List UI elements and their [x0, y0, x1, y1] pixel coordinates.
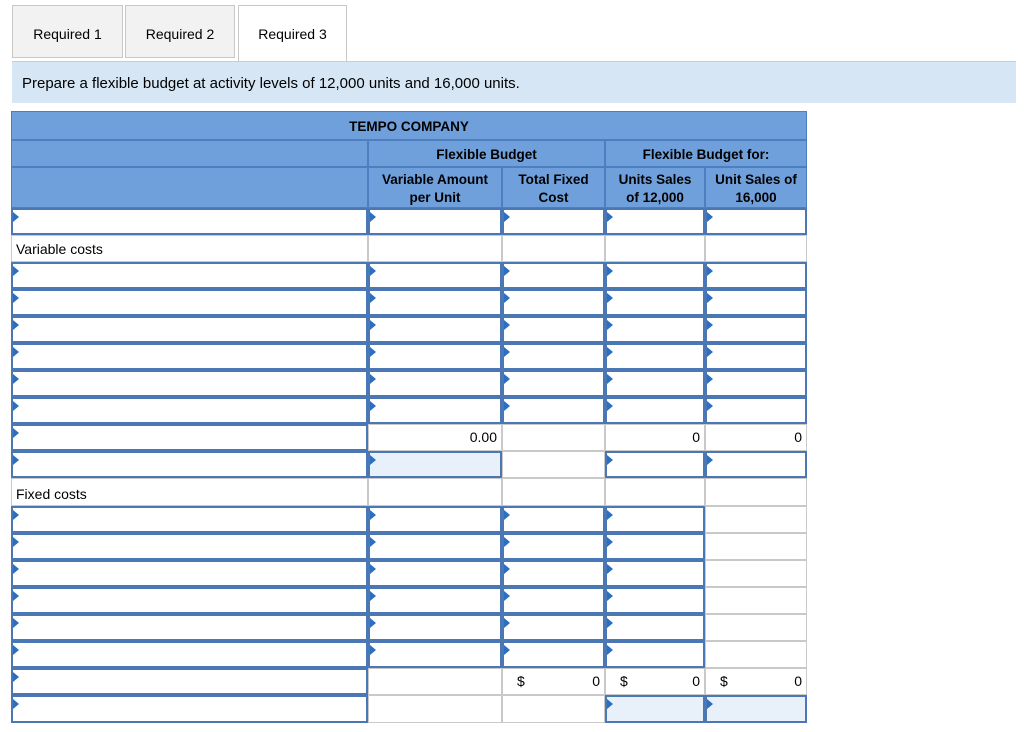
- dropdown-marker-icon: [607, 591, 613, 601]
- currency-symbol: $: [620, 673, 628, 689]
- budget-12000-input[interactable]: [605, 316, 705, 343]
- dropdown-marker-icon: [13, 293, 19, 303]
- dropdown-marker-icon: [13, 212, 19, 222]
- header-units-12000-line2: of 12,000: [626, 190, 684, 205]
- contribution-margin-label-input[interactable]: [11, 451, 368, 478]
- total-fixed-input[interactable]: [502, 533, 605, 560]
- header-units-12000-line1: Units Sales: [618, 172, 692, 187]
- table-row: [11, 451, 807, 478]
- header-blank-2: [11, 167, 368, 208]
- budget-16000-input[interactable]: [705, 397, 807, 424]
- variable-amount-input[interactable]: [368, 208, 502, 235]
- budget-12000-input[interactable]: [605, 506, 705, 533]
- dropdown-marker-icon: [504, 537, 510, 547]
- variable-amount-input[interactable]: [368, 370, 502, 397]
- fixed-total-12000-value: 0: [692, 673, 700, 689]
- budget-12000-input[interactable]: [605, 533, 705, 560]
- dropdown-marker-icon: [607, 537, 613, 547]
- fixed-total-16000-cell: [705, 668, 807, 695]
- empty-cell: [502, 695, 605, 723]
- budget-12000-input[interactable]: [605, 208, 705, 235]
- dropdown-marker-icon: [707, 401, 713, 411]
- dropdown-marker-icon: [370, 645, 376, 655]
- dropdown-marker-icon: [13, 645, 19, 655]
- table-row: [11, 533, 807, 560]
- empty-cell: [605, 478, 705, 506]
- variable-amount-input[interactable]: [368, 587, 502, 614]
- header-variable-amount: [368, 167, 502, 208]
- dropdown-marker-icon: [370, 266, 376, 276]
- empty-cell: [705, 235, 807, 262]
- variable-total-value: 0.00: [469, 429, 497, 445]
- fixed-total-label-input[interactable]: [11, 668, 368, 695]
- dropdown-marker-icon: [607, 618, 613, 628]
- dropdown-marker-icon: [504, 212, 510, 222]
- table-row: [11, 560, 807, 587]
- header-variable-amount-line2: per Unit: [409, 190, 461, 205]
- fixed-costs-label-cell: [11, 478, 368, 506]
- currency-symbol: $: [517, 673, 525, 689]
- budget-12000-input[interactable]: [605, 695, 705, 723]
- budget-12000-input[interactable]: [605, 343, 705, 370]
- budget-12000-input[interactable]: [605, 262, 705, 289]
- dropdown-marker-icon: [370, 510, 376, 520]
- table-row: [11, 316, 807, 343]
- total-fixed-input[interactable]: [502, 289, 605, 316]
- header-units-16000-line1: Unit Sales of: [715, 172, 797, 187]
- dropdown-marker-icon: [13, 401, 19, 411]
- header-total-fixed: [502, 167, 605, 208]
- total-fixed-input[interactable]: [502, 641, 605, 668]
- total-fixed-input[interactable]: [502, 587, 605, 614]
- dropdown-marker-icon: [607, 564, 613, 574]
- dropdown-marker-icon: [607, 293, 613, 303]
- header-units-12000: [605, 167, 705, 208]
- total-fixed-input[interactable]: [502, 343, 605, 370]
- budget-16000-input[interactable]: [705, 451, 807, 478]
- table-row: [11, 370, 807, 397]
- currency-symbol: $: [720, 673, 728, 689]
- budget-12000-var-total-cell: [605, 424, 705, 451]
- variable-amount-input[interactable]: [368, 641, 502, 668]
- dropdown-marker-icon: [13, 591, 19, 601]
- dropdown-marker-icon: [504, 510, 510, 520]
- dropdown-marker-icon: [504, 374, 510, 384]
- row-label-input[interactable]: [11, 208, 368, 235]
- empty-cell: [705, 506, 807, 533]
- dropdown-marker-icon: [13, 428, 19, 438]
- empty-cell: [605, 235, 705, 262]
- dropdown-marker-icon: [707, 293, 713, 303]
- table-row: [11, 343, 807, 370]
- budget-16000-var-total-cell: [705, 424, 807, 451]
- variable-total-label-input[interactable]: [11, 424, 368, 451]
- budget-12000-input[interactable]: [605, 397, 705, 424]
- dropdown-marker-icon: [707, 374, 713, 384]
- header-total-fixed-line1: Total Fixed: [518, 172, 589, 187]
- dropdown-marker-icon: [504, 645, 510, 655]
- variable-cost-name-input[interactable]: [11, 370, 368, 397]
- header-units-16000: [705, 167, 807, 208]
- table-row: [11, 668, 807, 695]
- dropdown-marker-icon: [370, 374, 376, 384]
- variable-amount-input[interactable]: [368, 397, 502, 424]
- variable-amount-input[interactable]: [368, 289, 502, 316]
- final-label-input[interactable]: [11, 695, 368, 723]
- dropdown-marker-icon: [504, 564, 510, 574]
- budget-16000-input[interactable]: [705, 695, 807, 723]
- empty-cell: [502, 451, 605, 478]
- empty-cell: [705, 560, 807, 587]
- dropdown-marker-icon: [370, 293, 376, 303]
- variable-costs-label: Variable costs: [16, 241, 103, 257]
- instruction-text: Prepare a flexible budget at activity levels of 12,000 units and 16,000 units.: [12, 61, 1016, 103]
- dropdown-marker-icon: [370, 564, 376, 574]
- variable-amount-input[interactable]: [368, 316, 502, 343]
- header-total-fixed-line2: Cost: [538, 190, 569, 205]
- budget-12000-input[interactable]: [605, 641, 705, 668]
- variable-amount-input[interactable]: [368, 506, 502, 533]
- dropdown-marker-icon: [13, 320, 19, 330]
- dropdown-marker-icon: [607, 699, 613, 709]
- variable-amount-input[interactable]: [368, 560, 502, 587]
- budget-12000-var-total: 0: [692, 429, 700, 445]
- dropdown-marker-icon: [607, 455, 613, 465]
- total-fixed-input[interactable]: [502, 208, 605, 235]
- dropdown-marker-icon: [607, 510, 613, 520]
- budget-16000-input[interactable]: [705, 262, 807, 289]
- budget-16000-input[interactable]: [705, 208, 807, 235]
- dropdown-marker-icon: [607, 645, 613, 655]
- variable-costs-label-cell: [11, 235, 368, 262]
- dropdown-marker-icon: [13, 618, 19, 628]
- variable-cost-name-input[interactable]: [11, 343, 368, 370]
- variable-total-cell: [368, 424, 502, 451]
- dropdown-marker-icon: [13, 537, 19, 547]
- total-fixed-input[interactable]: [502, 316, 605, 343]
- dropdown-marker-icon: [504, 320, 510, 330]
- dropdown-marker-icon: [370, 401, 376, 411]
- empty-cell: [705, 641, 807, 668]
- total-fixed-input[interactable]: [502, 262, 605, 289]
- empty-cell: [705, 587, 807, 614]
- header-units-16000-line2: 16,000: [735, 190, 777, 205]
- dropdown-marker-icon: [707, 347, 713, 357]
- tab-required-3[interactable]: Required 3: [238, 5, 347, 61]
- dropdown-marker-icon: [370, 591, 376, 601]
- fixed-total-16000-value: 0: [794, 673, 802, 689]
- total-fixed-input[interactable]: [502, 370, 605, 397]
- header-flexible-budget: Flexible Budget: [368, 140, 605, 167]
- table-row: [11, 695, 807, 723]
- variable-amount-input[interactable]: [368, 262, 502, 289]
- budget-12000-input[interactable]: [605, 614, 705, 641]
- budget-12000-input[interactable]: [605, 370, 705, 397]
- table-row: [11, 262, 807, 289]
- empty-cell: [705, 478, 807, 506]
- dropdown-marker-icon: [370, 212, 376, 222]
- fixed-total-cost-value: 0: [592, 673, 600, 689]
- budget-12000-input[interactable]: [605, 587, 705, 614]
- budget-16000-input[interactable]: [705, 316, 807, 343]
- dropdown-marker-icon: [607, 401, 613, 411]
- table-row: [11, 641, 807, 668]
- dropdown-marker-icon: [370, 618, 376, 628]
- total-fixed-input[interactable]: [502, 614, 605, 641]
- empty-cell: [705, 614, 807, 641]
- dropdown-marker-icon: [504, 347, 510, 357]
- dropdown-marker-icon: [13, 672, 19, 682]
- company-name: TEMPO COMPANY: [11, 111, 807, 140]
- variable-amount-input[interactable]: [368, 451, 502, 478]
- empty-cell: [368, 668, 502, 695]
- dropdown-marker-icon: [13, 510, 19, 520]
- variable-amount-input[interactable]: [368, 614, 502, 641]
- dropdown-marker-icon: [607, 347, 613, 357]
- dropdown-marker-icon: [504, 618, 510, 628]
- budget-16000-var-total: 0: [794, 429, 802, 445]
- dropdown-marker-icon: [370, 347, 376, 357]
- dropdown-marker-icon: [707, 455, 713, 465]
- empty-cell: [502, 478, 605, 506]
- dropdown-marker-icon: [504, 401, 510, 411]
- budget-12000-input[interactable]: [605, 560, 705, 587]
- table-row: [11, 397, 807, 424]
- header-flexible-budget-for: Flexible Budget for:: [605, 140, 807, 167]
- table-row: [11, 208, 807, 235]
- table-row: [11, 289, 807, 316]
- fixed-cost-name-input[interactable]: [11, 560, 368, 587]
- dropdown-marker-icon: [607, 374, 613, 384]
- header-variable-amount-line1: Variable Amount: [381, 172, 489, 187]
- table-row: [11, 235, 807, 262]
- total-fixed-input[interactable]: [502, 397, 605, 424]
- dropdown-marker-icon: [370, 320, 376, 330]
- dropdown-marker-icon: [504, 266, 510, 276]
- tab-required-2[interactable]: Required 2: [125, 5, 235, 58]
- dropdown-marker-icon: [607, 266, 613, 276]
- budget-16000-input[interactable]: [705, 289, 807, 316]
- table-row: [11, 478, 807, 506]
- variable-cost-name-input[interactable]: [11, 262, 368, 289]
- fixed-total-cost-cell: [502, 668, 605, 695]
- dropdown-marker-icon: [370, 455, 376, 465]
- fixed-cost-name-input[interactable]: [11, 533, 368, 560]
- empty-cell: [368, 235, 502, 262]
- table-row: [11, 587, 807, 614]
- fixed-cost-name-input[interactable]: [11, 506, 368, 533]
- dropdown-marker-icon: [13, 455, 19, 465]
- dropdown-marker-icon: [370, 537, 376, 547]
- dropdown-marker-icon: [707, 212, 713, 222]
- variable-cost-name-input[interactable]: [11, 289, 368, 316]
- table-row: [11, 614, 807, 641]
- budget-16000-input[interactable]: [705, 370, 807, 397]
- budget-16000-input[interactable]: [705, 343, 807, 370]
- fixed-cost-name-input[interactable]: [11, 614, 368, 641]
- empty-cell: [502, 235, 605, 262]
- dropdown-marker-icon: [504, 293, 510, 303]
- empty-cell: [705, 533, 807, 560]
- dropdown-marker-icon: [13, 266, 19, 276]
- empty-cell: [502, 424, 605, 451]
- dropdown-marker-icon: [504, 591, 510, 601]
- table-row: [11, 424, 807, 451]
- dropdown-marker-icon: [13, 564, 19, 574]
- dropdown-marker-icon: [13, 347, 19, 357]
- header-blank: [11, 140, 368, 167]
- fixed-costs-label: Fixed costs: [16, 486, 87, 502]
- fixed-cost-name-input[interactable]: [11, 641, 368, 668]
- dropdown-marker-icon: [607, 320, 613, 330]
- variable-cost-name-input[interactable]: [11, 316, 368, 343]
- tab-required-1[interactable]: Required 1: [12, 5, 123, 58]
- empty-cell: [368, 478, 502, 506]
- variable-amount-input[interactable]: [368, 533, 502, 560]
- fixed-total-12000-cell: [605, 668, 705, 695]
- dropdown-marker-icon: [707, 699, 713, 709]
- variable-cost-name-input[interactable]: [11, 397, 368, 424]
- empty-cell: [368, 695, 502, 723]
- total-fixed-input[interactable]: [502, 560, 605, 587]
- dropdown-marker-icon: [707, 266, 713, 276]
- dropdown-marker-icon: [707, 320, 713, 330]
- dropdown-marker-icon: [13, 374, 19, 384]
- table-row: [11, 506, 807, 533]
- budget-12000-input[interactable]: [605, 451, 705, 478]
- variable-amount-input[interactable]: [368, 343, 502, 370]
- dropdown-marker-icon: [607, 212, 613, 222]
- dropdown-marker-icon: [13, 699, 19, 709]
- budget-12000-input[interactable]: [605, 289, 705, 316]
- fixed-cost-name-input[interactable]: [11, 587, 368, 614]
- total-fixed-input[interactable]: [502, 506, 605, 533]
